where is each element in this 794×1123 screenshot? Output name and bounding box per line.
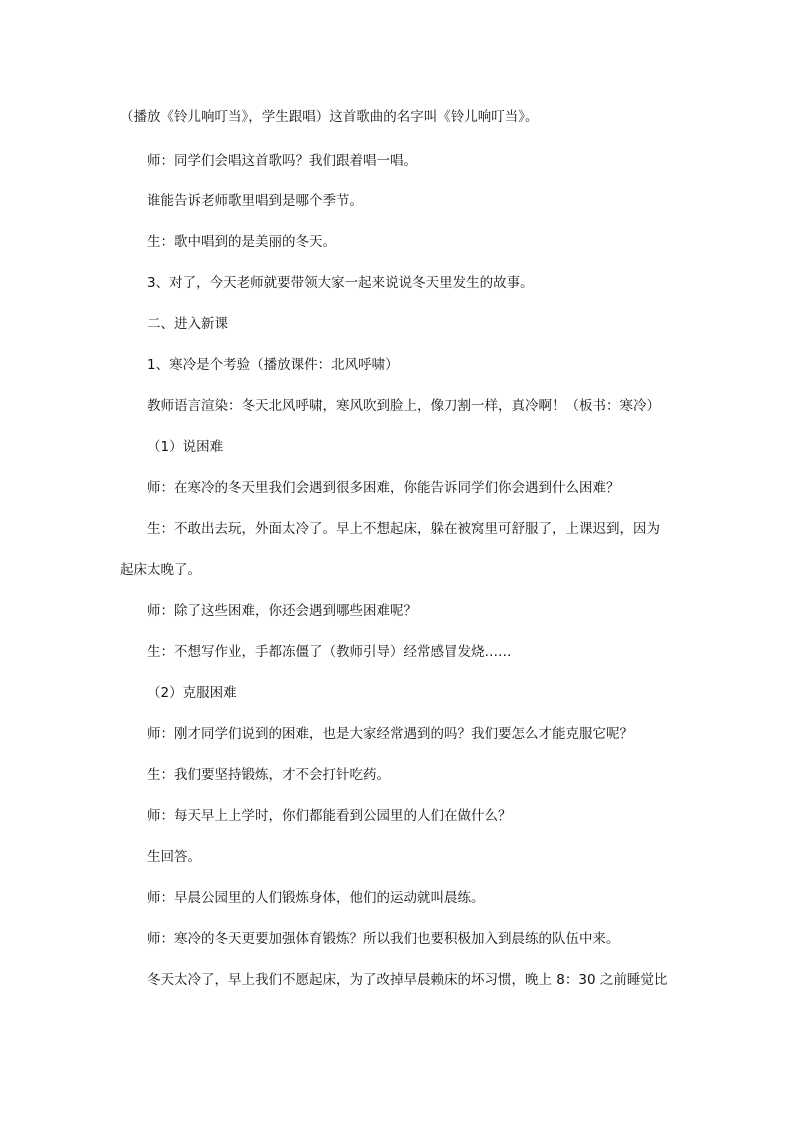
subsection-heading: （1）说困难	[147, 439, 224, 455]
paragraph-line: 生：歌中唱到的是美丽的冬天。	[147, 234, 336, 250]
paragraph-line: 师：除了这些困难，你还会遇到哪些困难呢？	[147, 603, 417, 619]
paragraph-line: 生回答。	[147, 849, 201, 865]
paragraph-line: 起床太晚了。	[120, 562, 201, 578]
paragraph-line: 冬天太冷了，早上我们不愿起床，为了改掉早晨赖床的坏习惯，晚上 8：30 之前睡觉比	[147, 972, 668, 988]
paragraph-line: 谁能告诉老师歌里唱到是哪个季节。	[147, 193, 363, 209]
paragraph-line: 师：在寒冷的冬天里我们会遇到很多困难，你能告诉同学们你会遇到什么困难？	[147, 480, 620, 496]
paragraph-line: 师：早晨公园里的人们锻炼身体，他们的运动就叫晨练。	[147, 890, 485, 906]
paragraph-line: （播放《铃儿响叮当》，学生跟唱）这首歌曲的名字叫《铃儿响叮当》。	[120, 109, 539, 125]
subsection-heading: （2）克服困难	[147, 685, 237, 701]
paragraph-line: 师：同学们会唱这首歌吗？我们跟着唱一唱。	[147, 153, 417, 169]
paragraph-line: 生：我们要坚持锻炼，才不会打针吃药。	[147, 767, 390, 783]
paragraph-line: 师：寒冷的冬天更要加强体育锻炼？所以我们也要积极加入到晨练的队伍中来。	[147, 931, 620, 947]
paragraph-line: 生：不想写作业，手都冻僵了（教师引导）经常感冒发烧……	[147, 644, 512, 660]
subsection-heading: 1、寒冷是个考验（播放课件：北风呼啸）	[147, 357, 399, 373]
paragraph-line: 3、对了，今天老师就要带领大家一起来说说冬天里发生的故事。	[147, 275, 534, 291]
section-heading: 二、进入新课	[147, 316, 228, 332]
paragraph-line: 师：刚才同学们说到的困难，也是大家经常遇到的吗？我们要怎么才能克服它呢？	[147, 726, 633, 742]
paragraph-line: 师：每天早上上学时，你们都能看到公园里的人们在做什么？	[147, 808, 512, 824]
paragraph-line: 生：不敢出去玩，外面太冷了。早上不想起床，躲在被窝里可舒服了，上课迟到，因为	[147, 521, 660, 537]
paragraph-line: 教师语言渲染：冬天北风呼啸，寒风吹到脸上，像刀割一样，真冷啊！（板书：寒冷）	[147, 398, 660, 414]
